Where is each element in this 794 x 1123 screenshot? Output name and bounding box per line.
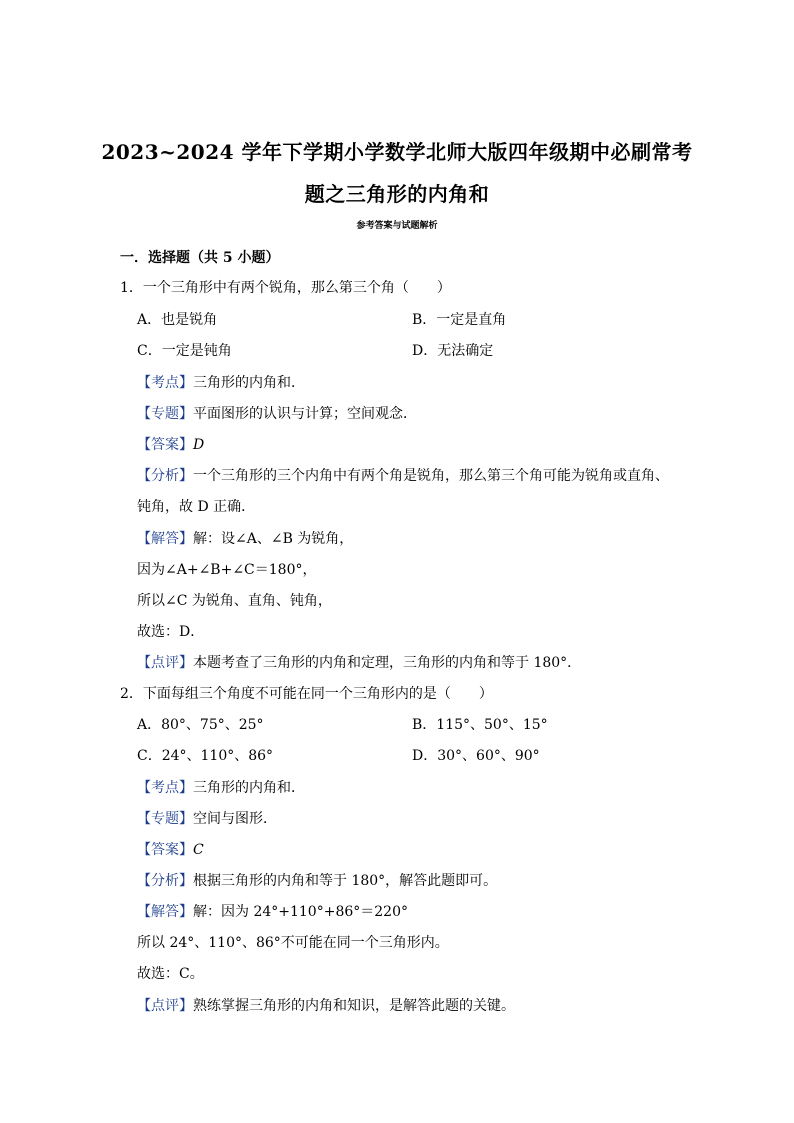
question-1-dianping [137, 653, 581, 673]
dianping-text: 本题考查了三角形的内角和定理，三角形的内角和等于 180°． [193, 655, 582, 671]
dianping-text: 熟练掌握三角形的内角和知识，是解答此题的关键。 [193, 998, 515, 1014]
fenxi-text-1: 一个三角形的三个内角中有两个角是锐角，那么第三个角可能为锐角或直角、 [193, 468, 669, 484]
question-2-jieda [137, 902, 408, 922]
question-2-fenxi [137, 871, 497, 891]
question-1-option-b: B．一定是直角 [412, 312, 507, 328]
question-1-jieda-line-3: 所以∠C 为锐角、直角、钝角， [137, 593, 332, 609]
fenxi-text-1: 根据三角形的内角和等于 180°，解答此题即可。 [193, 873, 498, 889]
dianping-tag: 【点评】 [137, 998, 193, 1014]
jieda-text-1: 解：因为 24°+110°+86°＝220° [193, 904, 408, 920]
document-title-line-2: 题之三角形的内角和 [304, 182, 490, 206]
question-1-jieda-line-4: 故选：D． [137, 624, 205, 640]
kaodian-text: 三角形的内角和． [193, 375, 305, 391]
question-2-jieda-line-2: 所以 24°、110°、86°不可能在同一个三角形内。 [137, 935, 449, 951]
question-2-stem: 2．下面每组三个角度不可能在同一个三角形内的是（ ） [120, 686, 493, 702]
zhuanti-tag: 【专题】 [137, 811, 193, 827]
section-heading: 一．选择题（共 5 小题） [120, 250, 280, 266]
zhuanti-text: 平面图形的认识与计算；空间观念． [193, 406, 417, 422]
dianping-tag: 【点评】 [137, 655, 193, 671]
question-1-daan [137, 435, 204, 455]
question-2-option-b: B．115°、50°、15° [412, 717, 548, 733]
zhuanti-text: 空间与图形． [193, 811, 277, 827]
fenxi-tag: 【分析】 [137, 468, 193, 484]
question-1-kaodian [137, 373, 305, 393]
question-2-kaodian [137, 778, 305, 798]
question-1-option-c: C．一定是钝角 [137, 343, 232, 359]
jieda-tag: 【解答】 [137, 904, 193, 920]
kaodian-text: 三角形的内角和． [193, 780, 305, 796]
question-1-stem: 1．一个三角形中有两个锐角，那么第三个角（ ） [120, 280, 451, 296]
question-1-zhuanti [137, 404, 417, 424]
question-2-daan [137, 840, 204, 860]
kaodian-tag: 【考点】 [137, 780, 193, 796]
kaodian-tag: 【考点】 [137, 375, 193, 391]
question-2-zhuanti [137, 809, 277, 829]
question-1-option-a: A．也是锐角 [137, 312, 218, 328]
jieda-text-1: 解：设∠A、∠B 为锐角， [193, 531, 354, 547]
daan-tag: 【答案】 [137, 842, 193, 858]
question-1-option-d: D．无法确定 [412, 343, 494, 359]
document-subtitle: 参考答案与试题解析 [356, 221, 438, 231]
daan-tag: 【答案】 [137, 437, 193, 453]
question-2-option-c: C．24°、110°、86° [137, 748, 274, 764]
question-2-option-a: A．80°、75°、25° [137, 717, 264, 733]
question-1-fenxi [137, 466, 669, 486]
document-title-line-1: 2023~2024 学年下学期小学数学北师大版四年级期中必刷常考 [101, 140, 693, 164]
jieda-tag: 【解答】 [137, 531, 193, 547]
daan-text: D [193, 437, 205, 453]
question-1-fenxi-cont: 钝角，故 D 正确． [137, 499, 256, 515]
question-2-dianping [137, 996, 515, 1016]
question-2-jieda-line-3: 故选：C。 [137, 966, 204, 982]
question-1-jieda [137, 529, 353, 549]
question-2-option-d: D．30°、60°、90° [412, 748, 540, 764]
question-1-jieda-line-2: 因为∠A+∠B+∠C＝180°， [137, 562, 317, 578]
fenxi-tag: 【分析】 [137, 873, 193, 889]
daan-text: C [193, 842, 204, 858]
zhuanti-tag: 【专题】 [137, 406, 193, 422]
